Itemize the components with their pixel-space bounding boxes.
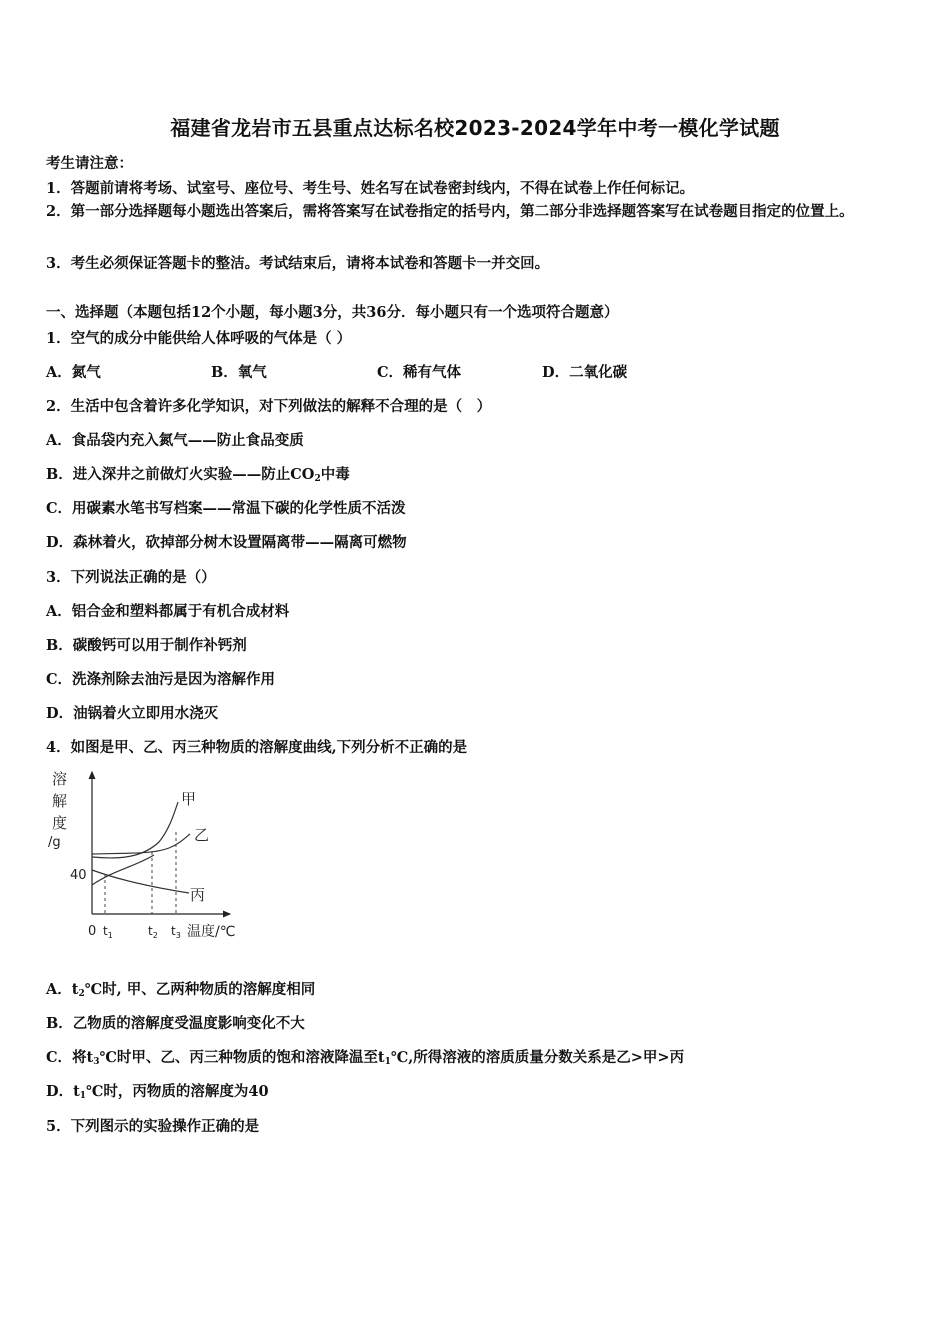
section-heading: 一、选择题（本题包括12个小题，每小题3分，共36分．每小题只有一个选项符合题意） <box>46 304 619 321</box>
option-a: A．食品袋内充入氮气——防止食品变质 <box>46 432 304 449</box>
y-axis-label-1: 溶 <box>52 770 68 788</box>
exam-title: 福建省龙岩市五县重点达标名校2023-2024学年中考一模化学试题 <box>170 116 780 140</box>
x-origin-label: 0 <box>88 924 97 939</box>
option-b: B．乙物质的溶解度受温度影响变化不大 <box>46 1015 305 1032</box>
option-a: A．$t_2℃$时, 甲、乙两种物质的溶解度相同 <box>46 981 316 999</box>
option-b-text-end: 中毒 <box>320 466 350 483</box>
curve-label-jia: 甲 <box>181 790 197 808</box>
option-d: D．二氧化碳 <box>542 364 628 381</box>
notice-item: 2．第一部分选择题每小题选出答案后，需将答案写在试卷指定的括号内，第二部分非选择题答案写在试卷题目指定的位置上。 <box>46 203 854 220</box>
option-c: C．稀有气体 <box>377 364 462 381</box>
y-axis-label-3: 度 <box>52 814 68 832</box>
option-b: B．氧气 <box>211 364 267 381</box>
option-d: D．森林着火，砍掉部分树木设置隔离带——隔离可燃物 <box>46 534 407 551</box>
question-5-stem: 5．下列图示的实验操作正确的是 <box>46 1118 260 1135</box>
option-c: C．洗涤剂除去油污是因为溶解作用 <box>46 671 276 688</box>
y-axis-label-2: 解 <box>52 792 68 810</box>
x-axis-label: 温度/℃ <box>187 924 236 940</box>
x-tick-t1: $t_1$ <box>103 924 113 940</box>
curve-jia-lower <box>92 855 154 885</box>
notice-item: 1．答题前请将考场、试室号、座位号、考生号、姓名写在试卷密封线内，不得在试卷上作任何标记。 <box>46 180 695 197</box>
option-c: C．将$t_3℃$时甲、乙、丙三种物质的饱和溶液降温至$t_1℃$,所得溶液的溶质质量分数关系是乙>甲>丙 <box>46 1049 685 1067</box>
question-3-stem: 3．下列说法正确的是（） <box>46 569 216 586</box>
option-c: C．用碳素水笔书写档案——常温下碳的化学性质不活泼 <box>46 500 406 517</box>
option-d: D．$t_1℃$时，丙物质的溶解度为40 <box>46 1083 269 1101</box>
question-4-stem: 4．如图是甲、乙、丙三种物质的溶解度曲线,下列分析不正确的是 <box>46 739 468 756</box>
subscript: 2 <box>314 474 321 484</box>
notice-heading: 考生请注意： <box>46 155 133 172</box>
option-b <box>46 463 350 484</box>
curve-bing <box>92 870 189 893</box>
option-a: A．铝合金和塑料都属于有机合成材料 <box>46 603 290 620</box>
x-tick-t2: $t_2$ <box>148 924 158 940</box>
option-a: A．氮气 <box>46 364 101 381</box>
question-1-stem: 1．空气的成分中能供给人体呼吸的气体是（ ） <box>46 330 352 347</box>
option-b-text: B．进入深井之前做灯火实验——防止CO <box>46 466 315 483</box>
question-2-stem: 2．生活中包含着许多化学知识，对下列做法的解释不合理的是（ ） <box>46 398 492 415</box>
option-d: D．油锅着火立即用水浇灭 <box>46 705 219 722</box>
option-b: B．碳酸钙可以用于制作补钙剂 <box>46 637 247 654</box>
curve-label-bing: 丙 <box>190 886 206 904</box>
y-axis-label-4: /g <box>48 835 61 850</box>
solubility-curve-graph <box>44 762 254 947</box>
curve-label-yi: 乙 <box>194 826 210 844</box>
y-tick-40: 40 <box>70 868 87 883</box>
x-tick-t3: $t_3$ <box>171 924 181 940</box>
curve-yi <box>92 834 190 854</box>
notice-item: 3．考生必须保证答题卡的整洁。考试结束后，请将本试卷和答题卡一并交回。 <box>46 255 550 272</box>
